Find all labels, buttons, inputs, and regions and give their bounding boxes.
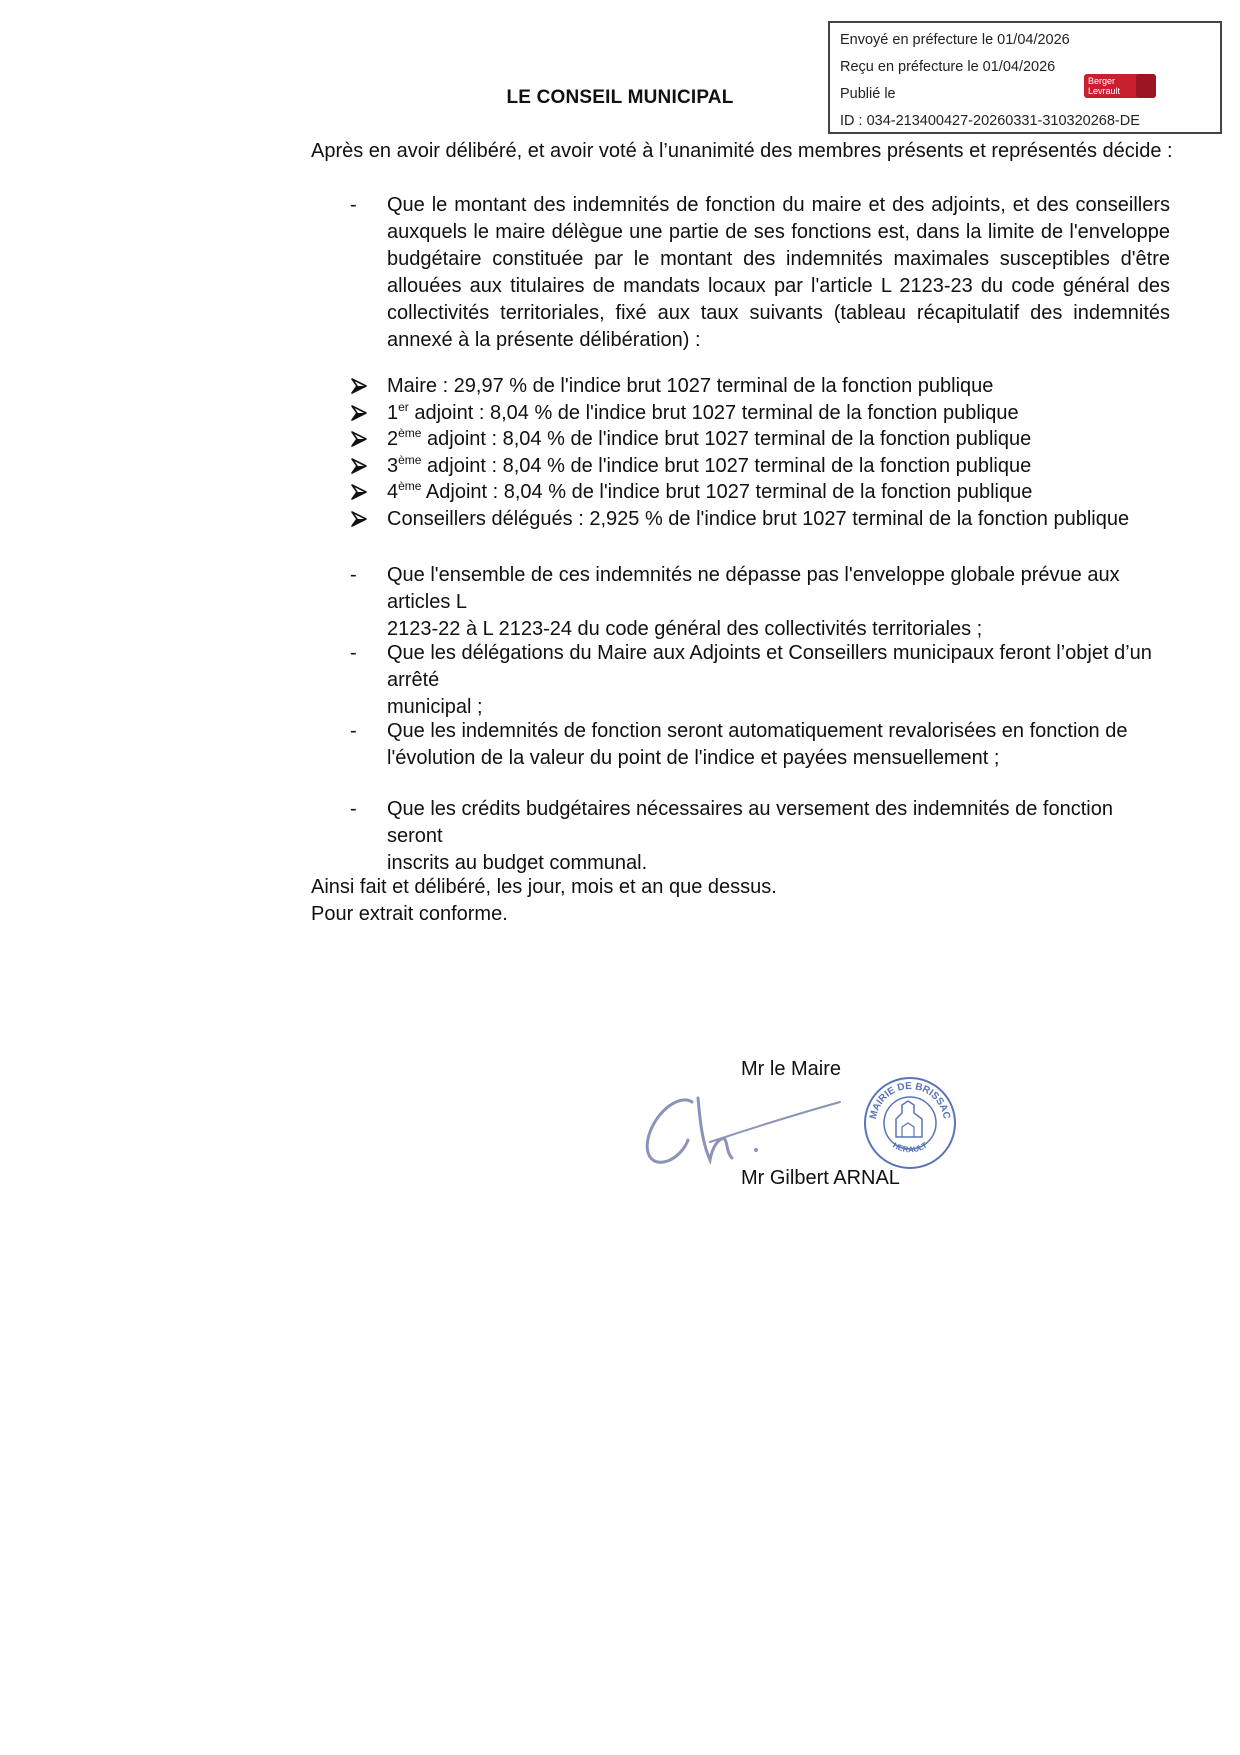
text-line: Que l'ensemble de ces indemnités ne dépasse pas l'enveloppe globale prévue aux articles L xyxy=(387,564,1120,613)
decision-item-budget xyxy=(387,796,1170,877)
list-dash: - xyxy=(350,194,357,216)
stamp-sent-date: Envoyé en préfecture le 01/04/2026 xyxy=(840,32,1070,48)
text-line: l'évolution de la valeur du point de l'indice et payées mensuellement ; xyxy=(387,747,1000,769)
rate-text: adjoint : 8,04 % de l'indice brut 1027 terminal de la fonction publique xyxy=(421,455,1032,477)
rate-label: Maire : 29,97 % de l'indice brut 1027 terminal de la fonction publique xyxy=(387,375,994,397)
rate-label: Conseillers délégués : 2,925 % de l'indice brut 1027 terminal de la fonction publique xyxy=(387,508,1130,530)
text-line: Que les crédits budgétaires nécessaires au versement des indemnités de fonction seront xyxy=(387,798,1113,847)
svg-text:Levrault: Levrault xyxy=(1088,86,1121,96)
svg-text:MAIRIE DE BRISSAC xyxy=(868,1081,952,1120)
rate-label: 3 xyxy=(387,455,399,477)
rate-text: Adjoint : 8,04 % de l'indice brut 1027 terminal de la fonction publique xyxy=(421,481,1033,503)
document-title: LE CONSEIL MUNICIPAL xyxy=(506,87,734,108)
rate-item xyxy=(387,506,1129,533)
arrow-bullet-icon xyxy=(350,430,368,448)
decision-intro: Après en avoir délibéré, et avoir voté à l’unanimité des membres présents et représentés décide : xyxy=(311,140,1173,162)
list-dash: - xyxy=(350,564,357,586)
berger-levrault-logo xyxy=(1084,74,1156,98)
arrow-bullet-icon xyxy=(350,377,368,395)
signatory-name: Mr Gilbert ARNAL xyxy=(741,1167,900,1189)
rate-text: adjoint : 8,04 % de l'indice brut 1027 terminal de la fonction publique xyxy=(421,428,1032,450)
list-dash: - xyxy=(350,720,357,742)
decision-item-revaluation xyxy=(387,718,1170,772)
text-line: Que les indemnités de fonction seront automatiquement revalorisées en fonction de xyxy=(387,720,1128,742)
ordinal-suffix: ème xyxy=(398,453,422,467)
list-dash: - xyxy=(350,642,357,664)
rate-text: adjoint : 8,04 % de l'indice brut 1027 terminal de la fonction publique xyxy=(408,402,1019,424)
arrow-bullet-icon xyxy=(350,483,368,501)
seal-text-bottom: HERAULT xyxy=(891,1140,929,1155)
closing-line: Pour extrait conforme. xyxy=(311,903,508,925)
signatory-role: Mr le Maire xyxy=(741,1058,842,1080)
rate-label: 4 xyxy=(387,481,399,503)
stamp-published: Publié le xyxy=(840,86,896,102)
seal-text-top: MAIRIE DE BRISSAC xyxy=(868,1080,952,1121)
rate-item xyxy=(387,400,1019,427)
decision-item-delegations xyxy=(387,640,1170,721)
arrow-bullet-icon xyxy=(350,457,368,475)
text-line: 2123-22 à L 2123-24 du code général des collectivités territoriales ; xyxy=(387,618,983,640)
rate-label: 2 xyxy=(387,428,399,450)
text-line: municipal ; xyxy=(387,696,483,718)
stamp-received-date: Reçu en préfecture le 01/04/2026 xyxy=(840,59,1056,75)
ordinal-suffix: ème xyxy=(398,479,422,493)
decision-item-indemnity-amount: Que le montant des indemnités de fonction du maire et des adjoints, et des conseillers auxquels le maire délègue une partie de ses fonctions est, dans la limite de l'enveloppe budgétaire constituée par le montant des indemnités maximales susceptibles d'être allouées aux titulaires de mandats locaux par l'article L 2123-23 du code général des collectivités territoriales, fixé aux taux suivants (tableau récapitulatif des indemnités annexé à la présente délibération) : xyxy=(387,194,1170,351)
stamp-id: ID : 034-213400427-20260331-310320268-DE xyxy=(840,113,1140,129)
rate-item xyxy=(387,373,993,400)
rate-item xyxy=(387,453,1031,480)
closing-line: Ainsi fait et délibéré, les jour, mois et an que dessus. xyxy=(311,876,777,898)
text-line: Que les délégations du Maire aux Adjoints et Conseillers municipaux feront l’objet d’un arrêté xyxy=(387,642,1152,691)
town-hall-seal xyxy=(862,1075,958,1171)
ordinal-suffix: er xyxy=(398,400,409,414)
arrow-bullet-icon xyxy=(350,404,368,422)
svg-text:Berger: Berger xyxy=(1088,76,1116,86)
handwritten-signature xyxy=(640,1080,860,1176)
prefecture-stamp xyxy=(828,21,1222,134)
rate-label: 1 xyxy=(387,402,399,424)
ordinal-suffix: ème xyxy=(398,426,422,440)
arrow-bullet-icon xyxy=(350,510,368,528)
decision-item-envelope xyxy=(387,562,1170,643)
text-line: inscrits au budget communal. xyxy=(387,852,648,874)
rate-item xyxy=(387,426,1031,453)
svg-text:HERAULT xyxy=(891,1141,929,1155)
list-dash: - xyxy=(350,798,357,820)
rate-item xyxy=(387,479,1032,506)
